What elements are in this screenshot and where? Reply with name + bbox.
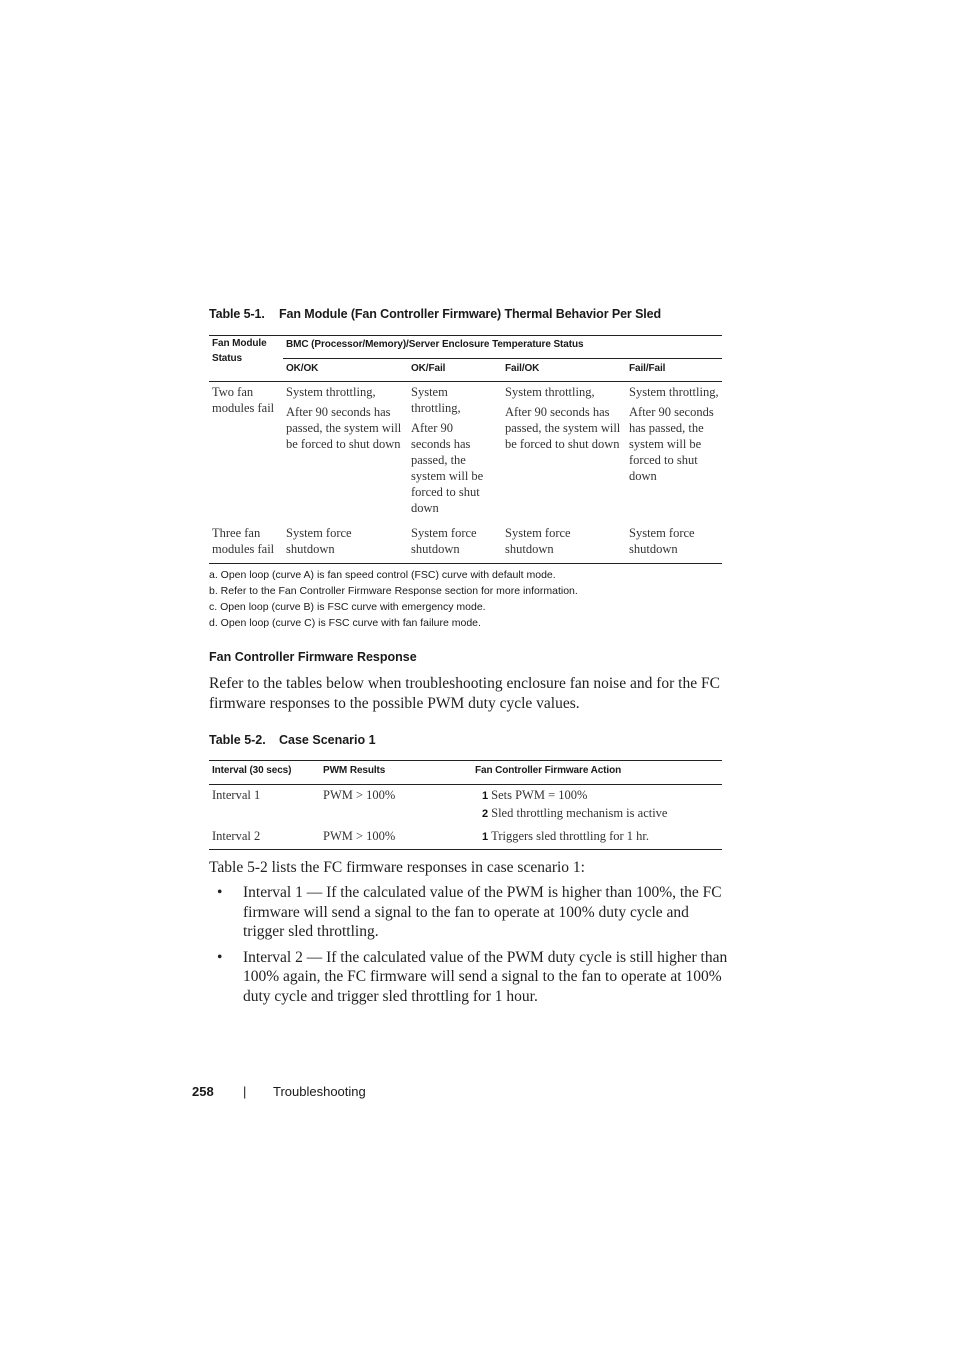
step-number: 1 — [482, 831, 489, 843]
bullet-dot-icon: • — [217, 884, 223, 901]
table1-subheader-fail-ok: Fail/OK — [505, 363, 540, 374]
table2-header-interval: Interval (30 secs) — [212, 765, 292, 776]
table1-top-rule — [209, 335, 722, 336]
table1-note-d: d. Open loop (curve C) is FSC curve with fan failure mode. — [209, 617, 481, 629]
table1-row1-fail-ok-line1: System throttling, — [505, 385, 595, 399]
intro-paragraph: Refer to the tables below when troubleshooting enclosure fan noise and for the FC firmware responses to the possible PWM duty cycle values. — [209, 675, 720, 712]
table2-bottom-rule — [209, 849, 722, 850]
table1-caption-title: Fan Module (Fan Controller Firmware) Thermal Behavior Per Sled — [279, 307, 662, 321]
table1-row1-ok-fail-line2: After 90 seconds has passed, the system will be forced to shut down — [411, 421, 484, 515]
table1-header-rule — [209, 381, 722, 382]
table1-subheader-ok-fail: OK/Fail — [411, 363, 446, 374]
step-number: 1 — [482, 790, 489, 802]
table2-row1-interval: Interval 1 — [212, 788, 261, 802]
table1-row1-fail-fail — [629, 384, 719, 484]
table1-row2-fail-ok: System force shutdown — [505, 526, 571, 556]
table2-row2-action1 — [482, 828, 722, 845]
table1-row1-ok-ok — [286, 384, 406, 452]
table1-note-c: c. Open loop (curve B) is FSC curve with emergency mode. — [209, 601, 486, 613]
table1-row2-fail-fail: System force shutdown — [629, 526, 695, 556]
step-text: Sled throttling mechanism is active — [491, 806, 668, 820]
step-text: Triggers sled throttling for 1 hr. — [491, 829, 649, 843]
step-text: Sets PWM = 100% — [491, 788, 588, 802]
table2-row2-actions — [482, 828, 722, 845]
table1-caption — [209, 307, 661, 321]
table1-note-b: b. Refer to the Fan Controller Firmware Response section for more information. — [209, 585, 578, 597]
table1-row1-fail-fail-line1: System throttling, — [629, 385, 719, 399]
footer-separator: | — [243, 1084, 247, 1099]
table2-row2-interval: Interval 2 — [212, 829, 261, 843]
table1-row1-fail-fail-line2: After 90 seconds has passed, the system will be forced to shut down — [629, 405, 714, 483]
bullet-text: Interval 2 — If the calculated value of the PWM duty cycle is still higher than 100% again, the FC firmware will send a signal to the fan to operate at 100% duty cycle and trigger sled throttling for 1 hour. — [243, 948, 728, 1005]
table1-row2-ok-fail: System force shutdown — [411, 526, 477, 556]
bullet-text: Interval 1 — If the calculated value of the PWM is higher than 100%, the FC firmware will send a signal to the fan to operate at 100% duty cycle and trigger sled throttling. — [243, 884, 722, 940]
table1-group-rule — [283, 358, 722, 359]
table2-row1-action1 — [482, 787, 722, 804]
table1-header-fan-module-status: Fan Module Status — [212, 338, 267, 364]
table1-row2-ok-ok: System force shutdown — [286, 526, 352, 556]
bullet-list — [209, 883, 729, 1006]
table1-row1-fail-ok-line2: After 90 seconds has passed, the system will be forced to shut down — [505, 405, 621, 451]
table1-row1-ok-fail-line1: System throttling, — [411, 385, 461, 415]
bullet-item-interval-1 — [209, 883, 729, 942]
table1-note-a: a. Open loop (curve A) is fan speed control (FSC) curve with default mode. — [209, 569, 556, 581]
table2-row1-action2 — [482, 805, 722, 822]
table2-header-fc-action: Fan Controller Firmware Action — [475, 765, 622, 776]
table2-caption — [209, 733, 376, 747]
table1-row2-status: Three fan modules fail — [212, 526, 275, 556]
table1-row1-ok-ok-line2: After 90 seconds has passed, the system will be forced to shut down — [286, 405, 402, 451]
table2-caption-title: Case Scenario 1 — [279, 733, 376, 747]
table1-row1-fail-ok — [505, 384, 623, 452]
table1-notes — [209, 567, 578, 631]
bullet-item-interval-2 — [209, 948, 729, 1007]
summary-paragraph: Table 5-2 lists the FC firmware responses in case scenario 1: — [209, 859, 585, 876]
table1-row1-status: Two fan modules fail — [212, 385, 275, 415]
page-number: 258 — [192, 1084, 214, 1099]
table2-row1-actions — [482, 787, 722, 822]
table1-row1-ok-fail — [411, 384, 493, 516]
section-heading: Fan Controller Firmware Response — [209, 650, 417, 664]
table2-row1-pwm: PWM > 100% — [323, 788, 396, 802]
table1-caption-number: Table 5-1. — [209, 307, 265, 321]
table1-bottom-rule — [209, 563, 722, 564]
chapter-title: Troubleshooting — [273, 1084, 366, 1099]
table2-header-pwm-results: PWM Results — [323, 765, 386, 776]
table2-top-rule — [209, 760, 722, 761]
table2-caption-number: Table 5-2. — [209, 733, 266, 747]
table2-header-rule — [209, 784, 722, 785]
bullet-dot-icon: • — [217, 948, 223, 966]
table1-subheader-ok-ok: OK/OK — [286, 363, 319, 374]
table2-row2-pwm: PWM > 100% — [323, 829, 396, 843]
table1-header-temperature-status: BMC (Processor/Memory)/Server Enclosure Temperature Status — [286, 339, 584, 350]
step-number: 2 — [482, 808, 489, 820]
table1-row1-ok-ok-line1: System throttling, — [286, 385, 376, 399]
table1-subheader-fail-fail: Fail/Fail — [629, 363, 666, 374]
